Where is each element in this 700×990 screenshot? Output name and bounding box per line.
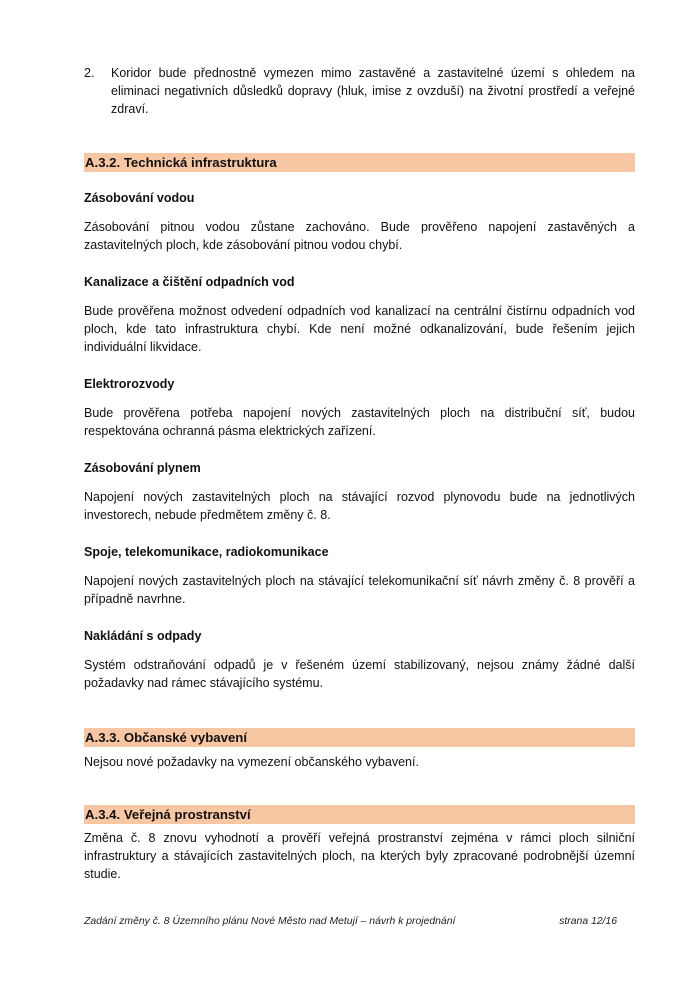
subheading-gas-supply: Zásobování plynem — [84, 461, 201, 475]
paragraph-sewerage: Bude prověřena možnost odvedení odpadních vod kanalizací na centrální čistírnu odpadních vod ploch, kde tato infrastruktura chybí. Kde není možné odkanalizování, bude řešením jejich individuální likvidace. — [84, 304, 635, 354]
item-number: 2. — [84, 66, 95, 80]
page-number: strana 12/16 — [559, 916, 617, 927]
section-heading-a34: A.3.4. Veřejná prostranství — [84, 805, 635, 824]
paragraph-water-supply: Zásobování pitnou vodou zůstane zachováno. Bude prověřeno napojení zastavěných a zastavitelných ploch, kde zásobování pitnou vodou chybí. — [84, 220, 635, 252]
section-heading-a33: A.3.3. Občanské vybavení — [84, 728, 635, 747]
paragraph-waste-management: Systém odstraňování odpadů je v řešeném území stabilizovaný, nejsou známy žádné další požadavky nad rámec stávajícího systému. — [84, 658, 635, 690]
paragraph-public-spaces: Změna č. 8 znovu vyhodnotí a prověří veřejná prostranství zejména v rámci ploch silniční infrastruktury a stávajících zastavitelných ploch, na kterých byly zpracované podrobnější územní studie. — [84, 831, 635, 881]
paragraph-telecommunications: Napojení nových zastavitelných ploch na stávající telekomunikační síť návrh změny č. 8 prověří a případně navrhne. — [84, 574, 635, 606]
subheading-waste-management: Nakládání s odpady — [84, 629, 202, 643]
numbered-item-2 — [84, 64, 635, 118]
paragraph-gas-supply: Napojení nových zastavitelných ploch na stávající rozvod plynovodu bude na jednotlivých investorech, nebude předmětem změny č. 8. — [84, 490, 635, 522]
item-text: Koridor bude přednostně vymezen mimo zastavěné a zastavitelné území s ohledem na eliminaci negativních důsledků dopravy (hluk, imise z ovzduší) na životní prostředí a veřejné zdraví. — [111, 66, 635, 116]
section-heading-a32: A.3.2. Technická infrastruktura — [84, 153, 635, 172]
footer-document-title: Zadání změny č. 8 Územního plánu Nové Město nad Metují – návrh k projednání — [84, 916, 456, 927]
subheading-sewerage: Kanalizace a čištění odpadních vod — [84, 275, 295, 289]
paragraph-civic-amenities: Nejsou nové požadavky na vymezení občanského vybavení. — [84, 755, 419, 769]
subheading-water-supply: Zásobování vodou — [84, 191, 195, 205]
subheading-electricity: Elektrorozvody — [84, 377, 175, 391]
subheading-telecommunications: Spoje, telekomunikace, radiokomunikace — [84, 545, 329, 559]
paragraph-electricity: Bude prověřena potřeba napojení nových zastavitelných ploch na distribuční síť, budou respektována ochranná pásma elektrických zařízení. — [84, 406, 635, 438]
